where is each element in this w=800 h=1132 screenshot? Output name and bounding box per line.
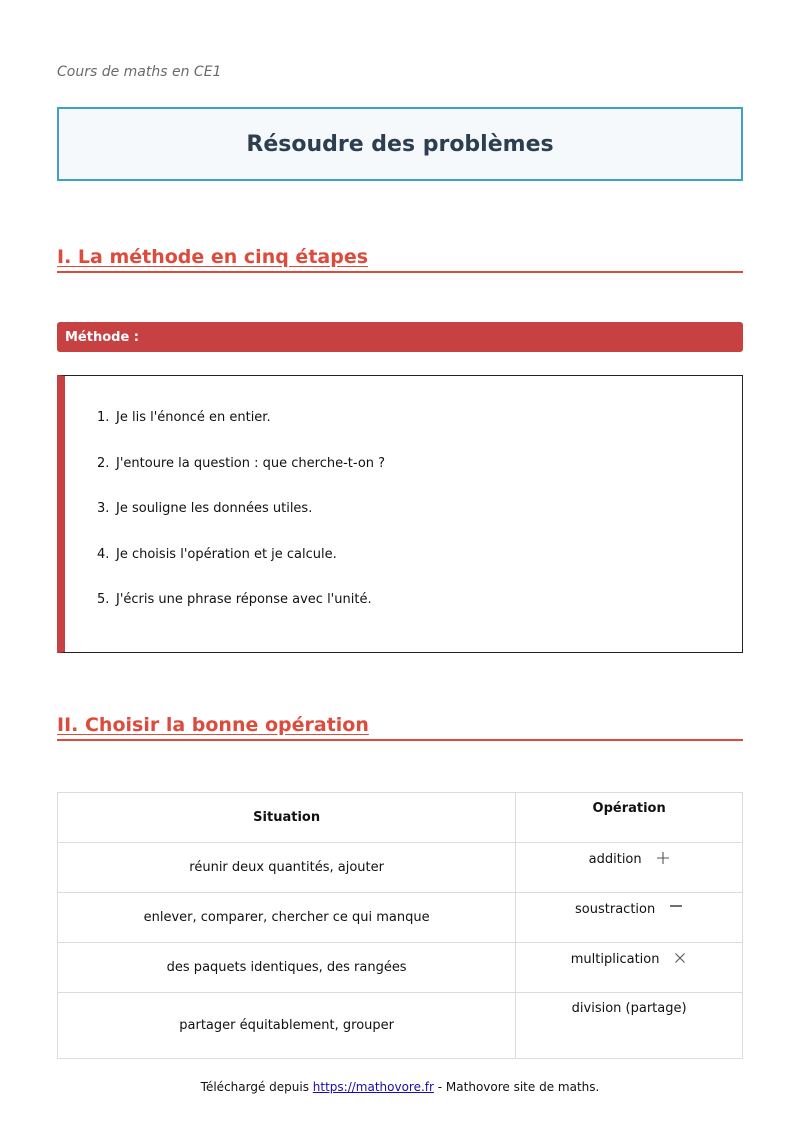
operation-label: division (partage)	[571, 1001, 687, 1016]
column-header-situation: Situation	[58, 793, 516, 843]
times-icon	[673, 951, 687, 965]
plus-icon	[656, 851, 670, 865]
steps-list	[97, 409, 385, 637]
table-row	[58, 943, 743, 993]
step-number: 1.	[97, 410, 110, 425]
operation-cell	[516, 943, 743, 993]
situation-cell: des paquets identiques, des rangées	[58, 943, 516, 993]
footer-prefix: Téléchargé depuis	[200, 1080, 313, 1094]
operation-cell	[516, 843, 743, 893]
step-item	[97, 455, 385, 501]
title-box	[57, 107, 743, 181]
situation-cell: réunir deux quantités, ajouter	[58, 843, 516, 893]
step-number: 5.	[97, 592, 110, 607]
table-row	[58, 993, 743, 1059]
operation-cell	[516, 893, 743, 943]
table-header-row	[58, 793, 743, 843]
table-row	[58, 893, 743, 943]
column-header-operation: Opération	[516, 793, 743, 843]
step-number: 3.	[97, 501, 110, 516]
situation-cell: partager équitablement, grouper	[58, 993, 516, 1059]
minus-icon	[669, 901, 683, 915]
step-text: Je lis l'énoncé en entier.	[116, 410, 271, 425]
step-number: 2.	[97, 455, 110, 471]
section-heading-method	[57, 246, 743, 273]
step-item	[97, 409, 385, 455]
section-heading-operation	[57, 714, 743, 741]
footer-link[interactable]: https://mathovore.fr	[312, 1080, 434, 1094]
method-box	[57, 375, 743, 653]
method-label-bar	[57, 322, 743, 352]
page-title: Résoudre des problèmes	[246, 131, 554, 157]
situation-cell: enlever, comparer, chercher ce qui manque	[58, 893, 516, 943]
section-heading-text: I. La méthode en cinq étapes	[57, 246, 369, 268]
step-text: J'entoure la question : que cherche-t-on ?	[116, 455, 386, 471]
footer	[0, 1080, 800, 1094]
operation-cell	[516, 993, 743, 1059]
operation-label: soustraction	[575, 902, 656, 917]
course-label: Cours de maths en CE1	[57, 64, 222, 80]
operations-table	[57, 792, 743, 1059]
step-item	[97, 500, 385, 546]
table-row	[58, 843, 743, 893]
step-number: 4.	[97, 546, 110, 562]
step-text: Je souligne les données utiles.	[116, 501, 313, 516]
step-text: J'écris une phrase réponse avec l'unité.	[116, 592, 372, 607]
step-item	[97, 546, 385, 592]
step-text: Je choisis l'opération et je calcule.	[116, 546, 337, 562]
section-heading-text: II. Choisir la bonne opération	[57, 714, 369, 736]
method-label: Méthode :	[65, 329, 140, 345]
step-item	[97, 591, 385, 637]
operation-label: multiplication	[570, 952, 660, 967]
operation-label: addition	[588, 852, 642, 867]
footer-suffix: - Mathovore site de maths.	[433, 1080, 600, 1094]
